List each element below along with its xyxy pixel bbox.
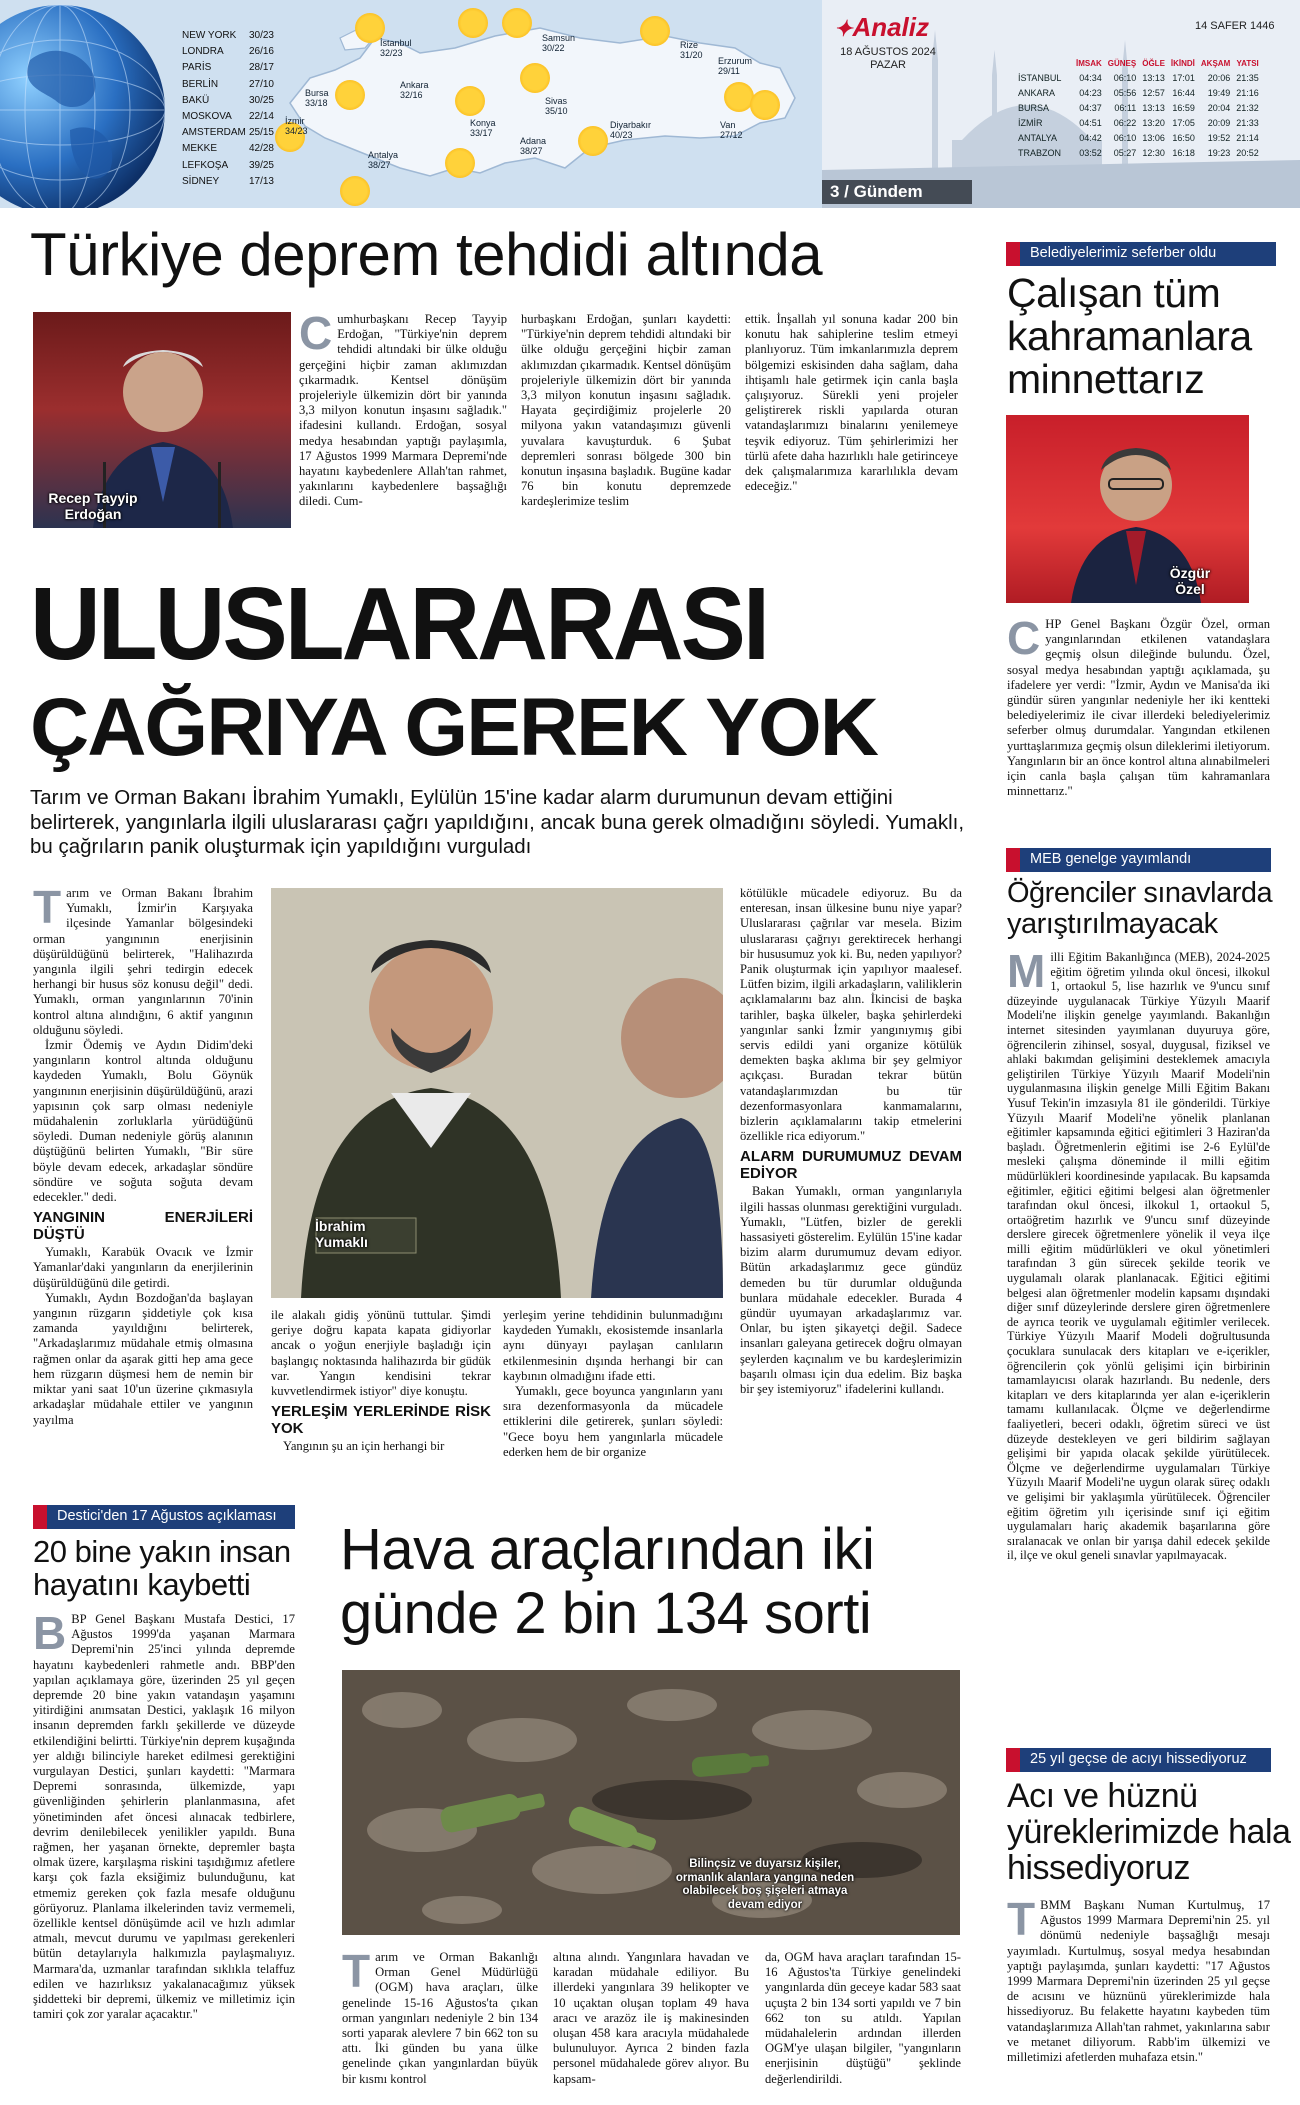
dropcap: C (299, 307, 333, 359)
kurtulmus-headline: Acı ve hüznü yüreklerimizde hala hissediyoruz (1007, 1777, 1291, 1887)
analiz-logo: ✦Analiz (834, 12, 930, 42)
hava-col3: da, OGM hava araçları tarafından 15-16 Ağustos'ta Türkiye genelindeki yangınlarda dün geceye kadar 583 saat uçuşta 2 bin 134 sorti yapıldı ve 7 bin 662 ton su atıldı. Yapılan müdahalelerin ardından illerden OGM'ye ulaşan bilgiler, "yangınların enerjisinin düştüğü" şeklinde değerlendirildi. (765, 1950, 961, 2086)
map-city-label: Samsun 30/22 (542, 33, 576, 53)
map-city-label: Van 27/12 (720, 120, 743, 140)
erdogan-caption: Recep Tayyip Erdoğan (48, 490, 138, 522)
map-city-label: Adana 38/27 (520, 136, 547, 156)
dropcap: T (33, 881, 62, 933)
issue-date: 18 AĞUSTOS 2024 PAZAR (840, 46, 936, 71)
prayer-row: ANTALYA 04:42 06:10 13:06 16:50 19:52 21:14 (1018, 133, 1259, 143)
map-city-label: Bursa 33/18 (305, 88, 329, 108)
bottles-photo (342, 1670, 960, 1935)
subhead: ALARM DURUMUMUZ DEVAM EDİYOR (740, 1148, 962, 1183)
destici-body: BBP Genel Başkanı Mustafa Destici, 17 Ağustos 1999'da yaşanan Marmara Depremi'nin 25'inci yılında depremde hayatını kaybedenleri rahmetle andı. BBP'den yapılan açıklamaya göre, üzerinden 25 yıl geçen depremde 20 bine yakın vatandaşın yaşamını yitirdiğini anımsatan Destici, yaklaşık 16 milyon insanın depremden farklı şekillerde ve düzeyde etkilendiğini belirtti. Türkiye'nin deprem kuşağında yer aldığı bilinciyle hareket edilmesi gerektiğini vurgulayan Destici, şunları kaydetti: "Marmara Depremi sonrasında, ülkemizde, yapı güvenliğinden şehirlerin planlanmasına, afet yönetiminden afet öncesi alınacak tedbirlere, devrim denilebilecek yenilikler yapıldı. Buna rağmen, her yaşanan örnekte, depremler başta olmak üzere, karşılaşma riskini taşıdığımız afetlere karşı çok fazla eksiğimiz bulunduğunu, kat etmemiz gereken çok fazla mesafe olduğunu görüyoruz. Planlama ilkelerinden taviz vermemeli, özellikle kentsel dönüşümde acil ve hızlı adımlar atmalı, mevcut durumu ve yapılması gerekenleri bütün detaylarıyla halkımızla paylaşmalıyız. Marmara'da, uzmanlar tarafından sıklıkla telaffuz edilen ve hazırlıksız yakalanacağımız yüksek şiddetteki bir depremi, ülkemiz ve milletimiz için tamiri çok zor yaralar açacaktır." (33, 1607, 295, 2022)
city-weather-row: BERLİN 27/10 (182, 78, 274, 90)
sun-icon (335, 80, 365, 110)
map-city-label: İstanbul 32/23 (380, 38, 412, 58)
prayer-row: ANKARA 04:23 05:56 12:57 16:44 19:49 21:16 (1018, 88, 1259, 98)
ozel-headline: Çalışan tüm kahramanlara minnettarız (1007, 270, 1252, 402)
city-weather-row: NEW YORK 30/23 (182, 30, 274, 41)
city-weather-row: BAKÜ 30/25 (182, 94, 274, 106)
map-city-label: Diyarbakır 40/23 (610, 120, 652, 140)
sun-icon (750, 90, 780, 120)
city-weather-row: MOSKOVA 22/14 (182, 111, 274, 123)
meb-headline: Öğrenciler sınavlarda yarıştırılmayacak (1007, 877, 1273, 940)
hava-col2: altına alındı. Yangınlara havadan ve karadan müdahale ediliyor. Bu illerdeki yangınlara 39 helikopter ve 10 uçaktan oluşan toplam 49 hava aracı ve arazöz ile iş makinesinden oluşan 458 kara aracıyla müdahalede bulunuluyor. Ayrıca 2 binden fazla personel müdahalede görev alıyor. Bu kapsam- (553, 1950, 749, 2086)
main-col2: ile alakalı gidiş yönünü tuttular. Şimdi geriye doğru kapata kapata gidiyorlar ancak o yoğun enerjiyle başladığı için başlangıç noktasında halihazırda bir güdük var. Yangın kendisini tekrar kuvvetlendirmek istiyor" diye konuştu. YERLEŞİM YERLERİNDE RİSK YOK Yangının şu an için herhangi bir (271, 1308, 491, 1454)
ozel-kicker: Belediyelerimiz seferber oldu (1006, 242, 1276, 266)
sun-icon (445, 148, 475, 178)
prayer-row: İZMİR 04:51 06:22 13:20 17:05 20:09 21:33 (1018, 118, 1259, 128)
prayer-header: İMSAK (1076, 59, 1102, 68)
prayer-times-table (1015, 56, 1262, 161)
prayer-row: BURSA 04:37 06:11 13:13 16:59 20:04 21:32 (1018, 103, 1259, 113)
prayer-header: İKİNDİ (1170, 59, 1195, 68)
globe-graphic (0, 0, 180, 208)
sun-icon (520, 63, 550, 93)
world-weather-table (182, 28, 274, 190)
map-city-label: Rize 31/20 (680, 40, 703, 60)
hijri-date: 14 SAFER 1446 (1195, 20, 1275, 32)
kurtulmus-body: TBMM Başkanı Numan Kurtulmuş, 17 Ağustos 1999 Marmara Depremi'nin 25. yıl dönümü nedeniyle başsağlığı mesajı yayımladı. Kurtulmuş, sosyal medya hesabından yaptığı paylaşımda, şunları kaydetti: "17 Ağustos 1999 Marmara Depremi'nin üzerinden 25 yıl geçse de acısını ve hüznünü yüreklerimizde hala hissediyoruz. Bu felakette hayatını kaybeden tüm vatandaşlarımıza Allah'tan rahmet, yakınlarına sabır ve metanet diliyorum. Rabb'im ülkemizi ve milletimizi afetlerden muhafaza etsin." (1007, 1893, 1270, 2065)
sun-icon (640, 16, 670, 46)
section-label: 3 / Gündem (822, 180, 972, 204)
city-weather-row: LONDRA 26/16 (182, 46, 274, 58)
prayer-row: İSTANBUL 04:34 06:10 13:13 17:01 20:06 21:35 (1018, 73, 1259, 83)
map-city-label: Antalya 38/27 (368, 150, 399, 170)
dropcap: M (1007, 945, 1046, 997)
prayer-header: AKŞAM (1200, 59, 1231, 68)
bottles-caption: Bilinçsiz ve duyarsız kişiler, ormanlık alanlara yangına neden olabilecek boş şişeleri atmaya devam ediyor (675, 1858, 855, 1911)
dropcap: C (1007, 612, 1041, 664)
ozel-body: CHP Genel Başkanı Özgür Özel, orman yangınlarından etkilenen vatandaşlara geçmiş olsun dileğinde bulundu. Özel, sosyal medya hesabından yaptığı açıklamada, şu ifadelere yer verdi: "İzmir, Aydın ve Manisa'da iki gündür süren yangınlar nedeniyle her iki kentteki belediyelerimiz ile civar illerdeki belediyelerimiz seferber olmuş durumdalar. Yangından etkilenen yurttaşlarımıza geçmiş olsun dileklerimi iletiyorum. Yangınların bir an önce kontrol altına alınabilmeleri için canla başla çalışan tüm kahramanlara minnettarız." (1007, 612, 1270, 799)
map-city-label: Sivas 35/10 (545, 96, 568, 116)
subhead: YANGININ ENERJİLERİ DÜŞTÜ (33, 1209, 253, 1244)
main-col3: yerleşim yerine tehdidinin bulunmadığını kaydeden Yumaklı, ekosistemde insanlarla aynı dünyayı paylaşan canlıların etkilenmesinin dışında herhangi bir can kaybının olmadığını ifade etti. Yumaklı, gece boyunca yangınların yanı sıra dezenformasyonla da mücadele ettiklerini dile getirerek, şunları söyledi: "Gece boyu hem yangınlarla mücadele ederken hem de bir organize (503, 1308, 723, 1459)
map-city-label: Erzurum 29/11 (718, 56, 753, 76)
prayer-header: YATSI (1236, 59, 1259, 68)
destici-headline: 20 bine yakın insan hayatını kaybetti (33, 1534, 291, 1602)
destici-kicker: Destici'den 17 Ağustos açıklaması (33, 1505, 295, 1529)
city-weather-row: MEKKE 42/28 (182, 143, 274, 155)
main-deck: Tarım ve Orman Bakanı İbrahim Yumaklı, Eylülün 15'ine kadar alarm durumunun devam ettiğini belirterek, yangınlarla ilgili uluslararası çağrı yapıldığını, ancak buna gerek olmadığını söyledi. Yumaklı, bu çağrıların panik oluşturmak için yapıldığını vurguladı (30, 786, 965, 858)
deprem-col3: ettik. İnşallah yıl sonuna kadar 200 bin konutu hak sahiplerine teslim etmeyi planlıyoruz. Tüm imkanlarımızla deprem bölgemizi eskisinden daha sağlam, daha ihtişamlı hale getirmek için canla başla çalışıyoruz. Sürekli yeni projeler geliştirerek riskli yapılarda oturan vatandaşlarımızı binalarını yenilemeye teşvik ediyoruz. Tüm şehirlerimizi her türlü afete daha hazırlıklı hale getirinceye dek çalışmalarımıza kararlılıkla devam edeceğiz." (745, 312, 958, 494)
hava-headline: Hava araçlarından iki günde 2 bin 134 sorti (340, 1517, 875, 1646)
main-col4: kötülükle mücadele ediyoruz. Bu da enteresan, insan ülkesine bunu niye yapar? Uluslararası çağrılar var mesela. Bizim uluslararası çağrıyı gerektirecek herhangi bir hususumuz yok ki. Bu, neden yapılıyor? Panik oluşturmak için yapılıyor maalesef. Lütfen bizim, ilgili arkadaşların, valiliklerin açıklamalarını baz alın. İkincisi de başka tarihler, başka ülkeler, başka şehirlerdeki yangınlar sanki İzmir yangınıymış gibi servis edildi yani organize kötülük demekten başka aklıma bir şey gelmiyor açıkçası. Buradan tekrar bütün vatandaşlarımızdan bu tür dezenformasyonlara kanmamalarını, bizlerin açıklamalarını takip etmelerini özellikle rica ediyorum." ALARM DURUMUMUZ DEVAM EDİYOR Bakan Yumaklı, orman yangınlarıyla ilgili hassas olunması gerektiğini vurguladı. Yumaklı, "Lütfen, bizler de gerekli hassasiyeti gösterelim. Eylülün 15'ine kadar bizim alarm durumumuz devam ediyor. Bütün arkadaşlarımız gece gündüz demeden bu tür durumlar olduğunda bunlara müdahale edecekler. Burada 4 gündür uyumayan arkadaşlarımız var. Onlar, bu işten şikayetçi değil. Sadece insanları galeyana getirecek doğru olmayan şeylerden kaçınalım ve bu kardeşlerimizin başarılı olması için dua edelim. Biz başka bir şey istemiyoruz" ifadelerini kullandı. (740, 886, 962, 1397)
sun-icon (578, 126, 608, 156)
sun-icon (455, 86, 485, 116)
kurtulmus-kicker: 25 yıl geçse de acıyı hissediyoruz (1006, 1748, 1271, 1772)
meb-body: Milli Eğitim Bakanlığınca (MEB), 2024-2025 eğitim öğretim yılında okul öncesi, ilkokul 1, ortaokul 5, lise hazırlık ve 9'uncu sınıf düzeyinde uygulanacak Türkiye Yüzyılı Maarif Modeli'ne ilişkin genelge yayımlandı. Bakanlığın internet sitesinden yayımlanan duyuruya göre, öğrencilerin zihinsel, sosyal, duygusal, fiziksel ve ahlaki bakımdan gelişimini desteklemek amacıyla geliştirilen Türkiye Yüzyılı Maarif Modeli'nin uygulanmasına ilişkin genelge Milli Eğitim Bakanı Yusuf Tekin'in imzasıyla 81 ile gönderildi. Türkiye Yüzyılı Maarif Modeli'ne yönelik planlanan eğitimler kapsamında eğitici eğitimleri 3 Haziran'da başladı. Öğretmenlerin eğitimi ise 2-6 Eylül'de mesleki çalışma döneminde il milli eğitim müdürlükleri koordinesinde yapılacak. Bu kapsamda eğitimler, eğitici eğitimi belgesi alan öğretmenler tarafından okul öncesi, ilkokul 1, ortaokul 5, ortaöğretim hazırlık ve 9'uncu sınıf düzeyinde derslere girecek öğretmenlere yönelik il veya ilçe milli eğitim müdürlükleri ve okul yönetimleri tarafından 3 gün sürecek şekilde teorik ve uygulamalı olarak planlanacak. Eğitici eğitimi belgesi alan öğretmenler modelin kapsamı dışındaki diğer sınıf düzeylerinde derslere giren öğretmenlere de ayrıca teorik ve uygulamalı eğitimler verilecek. Türkiye Yüzyılı Maarif Modeli doğrultusunda çocuklara sunulacak ders kitapları ve e-içerikler, öğrencilerin çok yönlü gelişimi için birbirinin tamamlayıcısı olarak hazırlandı. Bu nedenle, ders kitapları ve ders kitaplarında yer alan e-içeriklerin tamamı kullanılacak. Ölçme ve değerlendirme faaliyetleri, beceri odaklı, öğretim süreci ve üst düzeyde destekleyen ve geri bildirim sağlayan gelişimi bir yapıda olacak şekilde yürütülecek. Ölçme ve değerlendirme uygulamaları Türkiye Yüzyılı Maarif Modeli'ne uygun olarak süreç odaklı ve gelişimi bir yaklaşımla yürütülecek. Öğrenciler eğitim öğretim yılı içerisinde sınıf içi eğitim uygulamaları hariç akademik başarılarına göre sıralanacak ve onlan bir yarışa dahil edecek şekilde il, ilçe ve okul geneli sınavlar yapılmayacak. (1007, 945, 1270, 1563)
map-city-label: Ankara 32/16 (400, 80, 429, 100)
dropcap: B (33, 1607, 67, 1659)
deprem-col1: Cumhurbaşkanı Recep Tayyip Erdoğan, "Türkiye'nin deprem tehdidi altındaki bir ülke olduğu gerçeğini hiçbir zaman aklımızdan çıkarmadık. Kentsel dönüşüm projeleriyle ülkemizin dört bir yanında 3,3 milyon konutun inşasını sağladık." ifadesini kullandı. Erdoğan, sosyal medya hesabından yaptığı paylaşımla, 17 Ağustos 1999 Marmara Depremi'nde hayatını kaybedenlere Allah'tan rahmet, yakınlarını kaybedenlere başsağlığı diledi. Cum- (299, 307, 507, 509)
ozel-caption: Özgür Özel (1169, 565, 1211, 597)
sun-icon (502, 8, 532, 38)
subhead: YERLEŞİM YERLERİNDE RİSK YOK (271, 1403, 491, 1438)
map-city-label: Konya 33/17 (470, 118, 496, 138)
deprem-col2: hurbaşkanı Erdoğan, şunları kaydetti: "Türkiye'nin deprem tehdidi altındaki bir ülke olduğu gerçeğini hiçbir zaman aklımızdan çıkarmadık. Kentsel dönüşüm projeleriyle ülkemizin dört bir yanında 3,3 milyon konutun inşasını sağladık. Hayata geçirdiğimiz projelerle 20 milyona yakın vatandaşımızı güvenli yuvalara kavuşturduk. 6 Şubat depremleri sonrası bölgede 300 bin konutun inşasına başladık. Bugüne kadar 76 bin konutu depremzede kardeşlerimize teslim (521, 312, 731, 509)
main-headline-1: ULUSLARARASI (30, 565, 768, 682)
prayer-row: TRABZON 03:52 05:27 12:30 16:18 19:23 20:52 (1018, 148, 1259, 158)
deprem-headline: Türkiye deprem tehdidi altında (30, 221, 823, 288)
main-headline-2: ÇAĞRIYA GEREK YOK (30, 682, 877, 773)
dropcap: T (1007, 1893, 1036, 1945)
main-col1: Tarım ve Orman Bakanı İbrahim Yumaklı, İzmir'in Karşıyaka ilçesinde Yamanlar bölgesindeki orman yangınının enerjisinin düşürüldüğünü belirterek, "Halihazırda yangınla ilgili şehri tedirgin edecek herhangi bir husus söz konusu değil" dedi. Yumaklı, orman yangınlarının 70'inin kontrol altına alındığını, 6 aktif yangının olduğunu söyledi. İzmir Ödemiş ve Aydın Didim'deki yangınların kontrol altında olduğunu kaydeden Yumaklı, Bolu Göynük yangınının enerjisinin düşürüldüğünü, arazi yapısının çok sarp olması nedeniyle müdahalenin zorluklarla yürüdüğünü söyledi. Duman nedeniyle görüş alanının düştüğünü belirten Yumaklı, "Bir süre böyle devam edecek, arkadaşlar söndüre söndüre ve soğuta soğuta devam edecekler." dedi. YANGININ ENERJİLERİ DÜŞTÜ Yumaklı, Karabük Ovacık ve İzmir Yamanlar'daki yangınların da enerjilerinin düşürüldüğünü dile getirdi. Yumaklı, Aydın Bozdoğan'da başlayan yangının rüzgarın şiddetiyle çok kısa zamanda yayıldığını belirterek, "Arkadaşlarımız müdahale etmiş olmasına rağmen onlar da aşarak gitti hep ama gece hem rüzgarın düşmesi hem de nemin bir miktar yani saat 10'un üzerine çıkmasıyla arkadaşlar müdahale ettiler ve yangının yayılma (33, 881, 253, 1427)
hava-col1: Tarım ve Orman Bakanlığı Orman Genel Müdürlüğü (OGM) hava araçları, ülke genelinde 15-16 Ağustos'ta çıkan orman yangınları nedeniyle 2 bin 134 sorti yaparak alevlere 7 bin 662 ton su attı. İki günden bu yana ülke genelinde çıkan yangınlardan büyük bir kısmı kontrol (342, 1945, 538, 2086)
turkey-weather-map (280, 8, 810, 203)
city-weather-row: AMSTERDAM 25/15 (182, 127, 274, 139)
yumakli-caption: İbrahim Yumaklı (315, 1218, 368, 1250)
prayer-header: GÜNEŞ (1107, 59, 1137, 68)
city-weather-row: SİDNEY 17/13 (182, 175, 274, 187)
sun-icon (458, 8, 488, 38)
city-weather-row: LEFKOŞA 39/25 (182, 159, 274, 171)
city-weather-row: PARİS 28/17 (182, 62, 274, 74)
dropcap: T (342, 1945, 371, 1997)
map-city-label: İzmir 34/23 (285, 116, 308, 136)
prayer-header: ÖĞLE (1142, 59, 1165, 68)
sun-icon (340, 176, 370, 206)
meb-kicker: MEB genelge yayımlandı (1006, 848, 1271, 872)
